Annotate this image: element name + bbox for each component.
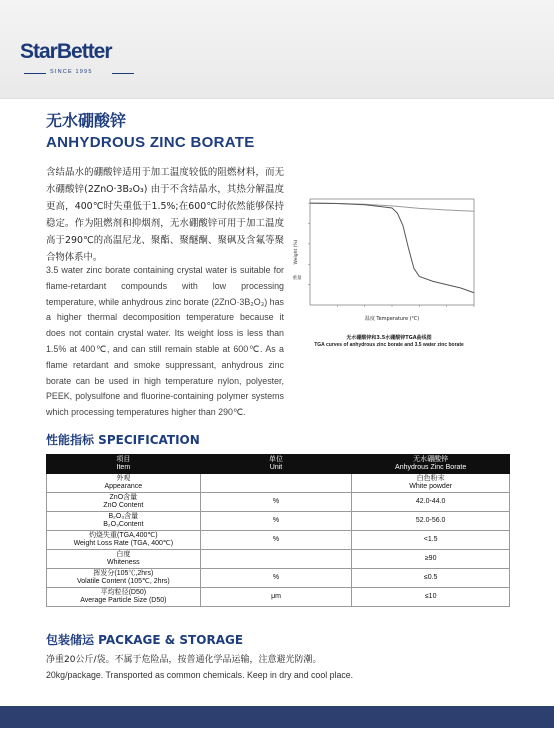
row-unit — [200, 550, 352, 569]
row-item-cn: B₂O₃含量 — [108, 512, 139, 520]
row-item — [47, 531, 201, 550]
row-item — [47, 512, 201, 531]
packaging-heading: 包装储运 PACKAGE & STORAGE — [46, 633, 244, 647]
logo-rule-left — [24, 73, 46, 74]
row-item-en: ZnO Content — [103, 502, 144, 509]
row-item-cn: 平均粒径(D50) — [100, 588, 147, 596]
row-item — [47, 474, 201, 493]
plot-area — [310, 199, 474, 305]
table-row — [47, 512, 510, 531]
row-item-cn: 挥发分(105℃,2hrs) — [93, 569, 154, 577]
col-value-en: Anhydrous Zinc Borate — [395, 464, 467, 471]
row-item-cn: 白度 — [116, 550, 131, 558]
spec-table — [46, 454, 510, 607]
row-item — [47, 550, 201, 569]
col-unit-cn: 单位 — [269, 455, 283, 463]
row-item-en: Whiteness — [107, 559, 140, 566]
row-value-en: White powder — [409, 483, 453, 490]
spec-heading: 性能指标 SPECIFICATION — [46, 433, 200, 447]
row-unit: % — [200, 569, 352, 588]
row-unit: % — [200, 531, 352, 550]
row-item-cn: 外观 — [116, 474, 131, 482]
brand-logo — [20, 40, 144, 80]
col-unit-en: Unit — [269, 464, 283, 471]
product-description-en: 3.5 water zinc borate containing crystal water is suitable for flame-retardant compounds with low processing temperature, while anhydrous zinc borate (2ZnO·3B₂O₃) has a higher thermal decomposition temperature because it does not contain crystal water. Its weight loss is less than 1.5% at 400℃, and can still remain stable at 600℃. As a flame retardant and smoke suppressant, anhydrous zinc borate can be used in high temperature nylon, polyester, PEEK, polysulfone and fluorine-containing polymer systems which processing temperatures higher than 290℃. — [46, 265, 284, 418]
product-title-en: ANHYDROUS ZINC BORATE — [46, 134, 255, 151]
table-row — [47, 474, 510, 493]
table-row — [47, 531, 510, 550]
product-title-cn: 无水硼酸锌 — [46, 111, 127, 130]
chart-caption-cn: 无水硼酸锌和3.5水硼酸锌TGA曲线图 — [346, 335, 432, 341]
logo-rule-right — [112, 73, 134, 74]
col-header-item — [47, 455, 201, 474]
row-item-cn: ZnO含量 — [109, 493, 138, 501]
row-item-en: Weight Loss Rate (TGA, 400℃) — [73, 540, 174, 547]
col-value-cn: 无水硼酸锌 — [413, 455, 449, 463]
chart-caption-en: TGA curves of anhydrous zinc borate and 3.5 water zinc borate — [314, 342, 464, 348]
y-axis-label-cn: 重量 — [292, 276, 302, 281]
row-value — [352, 474, 510, 493]
col-item-en: Item — [116, 464, 131, 471]
row-value: 52.0-56.0 — [352, 512, 510, 531]
col-header-value — [352, 455, 510, 474]
table-row — [47, 550, 510, 569]
table-row — [47, 493, 510, 512]
row-item-en: Appearance — [104, 483, 143, 490]
row-value: 42.0-44.0 — [352, 493, 510, 512]
tga-chart-svg — [284, 193, 484, 323]
col-item-cn: 项目 — [116, 455, 131, 463]
row-item — [47, 588, 201, 607]
packaging-text-cn: 净重20公斤/袋。不属于危险品，按普通化学品运输，注意避光防潮。 — [46, 655, 322, 665]
row-value: ≤10 — [352, 588, 510, 607]
row-value: ≤0.5 — [352, 569, 510, 588]
table-row — [47, 569, 510, 588]
row-value: <1.5 — [352, 531, 510, 550]
col-header-unit — [200, 455, 352, 474]
row-item-en: Volatile Content (105℃, 2hrs) — [76, 578, 170, 585]
footer-band — [0, 706, 554, 728]
tga-chart — [284, 193, 484, 323]
row-unit — [200, 474, 352, 493]
row-item-en: B₂O₃Content — [103, 521, 144, 528]
x-axis-label: 温度 Temperature (℃) — [364, 316, 420, 322]
brand-name: StarBetter — [20, 40, 112, 63]
row-value: ≥90 — [352, 550, 510, 569]
row-unit: μm — [200, 588, 352, 607]
y-axis-label: Weight (%) — [294, 239, 299, 265]
row-unit: % — [200, 493, 352, 512]
row-item — [47, 493, 201, 512]
row-item-en: Average Particle Size (D50) — [80, 597, 167, 604]
spec-header-row — [47, 455, 510, 474]
brand-since: SINCE 1995 — [50, 69, 93, 75]
table-row — [47, 588, 510, 607]
row-unit: % — [200, 512, 352, 531]
row-value-cn: 白色粉末 — [416, 474, 445, 482]
product-description-cn: 含结晶水的硼酸锌适用于加工温度较低的阻燃材料，而无水硼酸锌(2ZnO·3B₂O₃) 由于不含结晶水，其热分解温度更高，400℃时失重低于1.5%;在600℃时依然能够保持稳定。作为阻燃剂和抑烟剂，无水硼酸锌可用于加工温度高于290℃的高温尼龙、聚酯、聚醚酮、聚砜及含氟等聚合物体系中。 — [46, 167, 284, 263]
packaging-text-en: 20kg/package. Transported as common chemicals. Keep in dry and cool place. — [46, 670, 354, 680]
row-item-cn: 灼烧失重(TGA,400℃) — [89, 531, 158, 539]
row-item — [47, 569, 201, 588]
